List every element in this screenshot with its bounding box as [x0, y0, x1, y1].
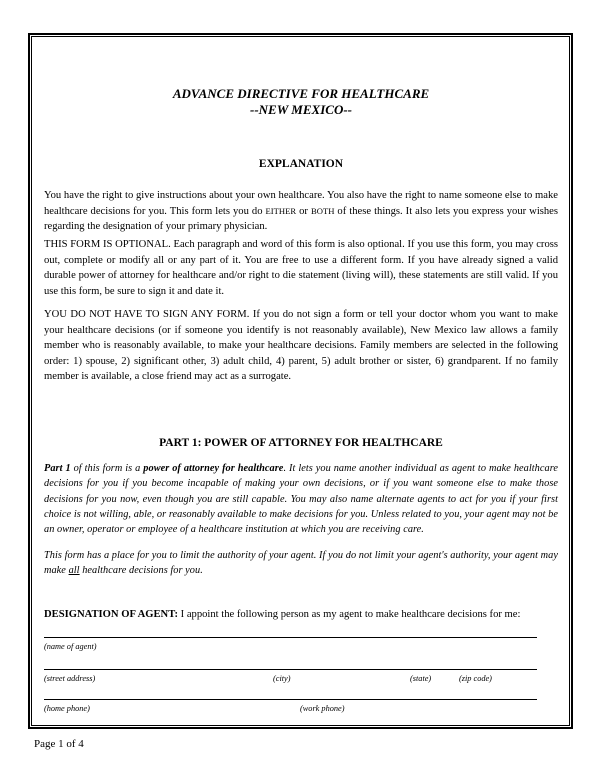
explanation-paragraph-1: You have the right to give instructions about your own healthcare. You also have the right to name someone else to make healthcare decisions for you. This form lets you do EITHER or BOTH of these things. It also lets you express your wishes regarding the designation of your primary physician.	[44, 190, 559, 232]
caption-city: (city)	[273, 674, 291, 683]
agent-name-line[interactable]	[44, 637, 537, 638]
document-subtitle: --NEW MEXICO--	[250, 102, 352, 117]
caption-home-phone: (home phone)	[44, 704, 90, 713]
part1-paragraph-2: This form has a place for you to limit the authority of your agent. If you do not limit your agent's authority, your agent may make all healthcare decisions for you.	[44, 550, 558, 577]
part1-heading: PART 1: POWER OF ATTORNEY FOR HEALTHCARE	[159, 437, 443, 449]
caption-name-of-agent: (name of agent)	[44, 642, 97, 651]
explanation-heading: EXPLANATION	[258, 158, 344, 170]
explanation-paragraph-3: YOU DO NOT HAVE TO SIGN ANY FORM. If you do not sign a form or tell your doctor whom you want to make your healthcare decisions (or if someone you identify is not reasonably available), New Mexico law allows a family member who is reasonably available, to make your healthcare decisions. Family members are selected in the following order: 1) spouse, 2) significant other, 3) adult child, 4) parent, 5) adult brother or sister, 6) grandparent. If no family member is available, a close friend may act as a surrogate.	[44, 309, 558, 382]
designation-of-agent: DESIGNATION OF AGENT: I appoint the following person as my agent to make healthcare decisions for me:	[44, 609, 521, 620]
caption-state: (state)	[410, 674, 432, 683]
agent-phone-line[interactable]	[44, 699, 537, 700]
caption-work-phone: (work phone)	[300, 704, 345, 713]
explanation-paragraph-2: THIS FORM IS OPTIONAL. Each paragraph and word of this form is also optional. If you use this form, you may cross out, complete or modify all or any part of it. You are free to use a different form. If you have already signed a valid durable power of attorney for healthcare and/or right to die statement (living will), these statements are still valid. If you use this form, be sure to sign it and date it.	[44, 239, 558, 297]
caption-street-address: (street address)	[44, 674, 96, 683]
part1-paragraph-1: Part 1 of this form is a power of attorney for healthcare. It lets you name another individual as agent to make healthcare decisions for you if you become incapable of making your own decisions, or if you want someone else to make those decisions for you now, even though you are still capable. You may also name alternate agents to act for you if your first choice is not willing, able, or reasonably available to make decisions for you. Unless related to you, your agent may not be an owner, operator or employee of a healthcare institution at which you are receiving care.	[44, 463, 558, 536]
page-number: Page 1 of 4	[34, 738, 84, 750]
designation-label: DESIGNATION OF AGENT:	[44, 609, 179, 620]
caption-zip-code: (zip code)	[459, 674, 492, 683]
agent-address-line[interactable]	[44, 669, 537, 670]
document-title: ADVANCE DIRECTIVE FOR HEALTHCARE	[172, 86, 430, 101]
